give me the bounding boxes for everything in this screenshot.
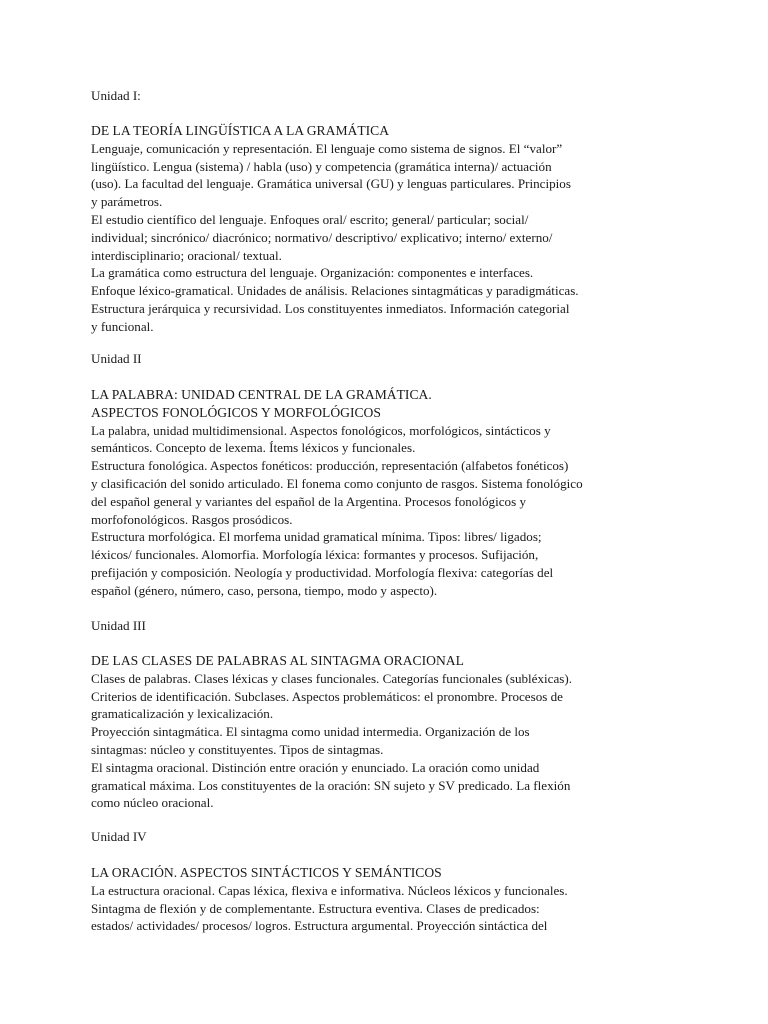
unit-4-body	[91, 864, 631, 935]
unit-title: DE LA TEORÍA LINGÜÍSTICA A LA GRAMÁTICA	[91, 123, 390, 138]
body-line: y funcional.	[91, 318, 154, 334]
body-line: La estructura oracional. Capas léxica, flexiva e informativa. Núcleos léxicos y funcionales.	[91, 882, 568, 898]
unit-1-body	[91, 122, 631, 336]
body-line: La gramática como estructura del lenguaje. Organización: componentes e interfaces.	[91, 265, 534, 281]
unit-title: LA ORACIÓN. ASPECTOS SINTÁCTICOS Y SEMÁNTICOS	[91, 865, 442, 880]
body-line: Enfoque léxico-gramatical. Unidades de análisis. Relaciones sintagmáticas y paradigmáticas.	[91, 283, 579, 299]
unit-label: Unidad I:	[91, 88, 141, 103]
body-line: y parámetros.	[91, 194, 163, 210]
unit-label: Unidad IV	[91, 829, 147, 844]
body-line: léxicos/ funcionales. Alomorfia. Morfología léxica: formantes y procesos. Sufijación,	[91, 547, 539, 563]
unit-1	[91, 87, 631, 105]
unit-subtitle: ASPECTOS FONOLÓGICOS Y MORFOLÓGICOS	[91, 404, 381, 420]
body-line: Proyección sintagmática. El sintagma como unidad intermedia. Organización de los	[91, 724, 530, 740]
body-line: y clasificación del sonido articulado. El fonema como conjunto de rasgos. Sistema fonológico	[91, 475, 583, 491]
unit-3-body	[91, 652, 631, 812]
body-line: Criterios de identificación. Subclases. Aspectos problemáticos: el pronombre. Procesos de	[91, 688, 563, 704]
body-line: como núcleo oracional.	[91, 795, 214, 811]
body-line: del español general y variantes del español de la Argentina. Procesos fonológicos y	[91, 493, 527, 509]
unit-2	[91, 350, 631, 368]
body-line: La palabra, unidad multidimensional. Aspectos fonológicos, morfológicos, sintácticos y	[91, 422, 551, 438]
body-line: prefijación y composición. Neología y productividad. Morfología flexiva: categorías del	[91, 564, 554, 580]
body-line: individual; sincrónico/ diacrónico; normativo/ descriptivo/ explicativo; interno/ externo/	[91, 229, 553, 245]
body-line: estados/ actividades/ procesos/ logros. Estructura argumental. Proyección sintáctica del	[91, 918, 548, 934]
unit-label: Unidad III	[91, 618, 146, 633]
unit-title: LA PALABRA: UNIDAD CENTRAL DE LA GRAMÁTICA.	[91, 387, 432, 402]
body-line: Estructura morfológica. El morfema unidad gramatical mínima. Tipos: libres/ ligados;	[91, 529, 542, 545]
body-line: morfofonológicos. Rasgos prosódicos.	[91, 511, 293, 527]
body-line: español (género, número, caso, persona, tiempo, modo y aspecto).	[91, 582, 438, 598]
body-line: lingüístico. Lengua (sistema) / habla (uso) y competencia (gramática interna)/ actuación	[91, 158, 552, 174]
body-line: semánticos. Concepto de lexema. Ítems léxicos y funcionales.	[91, 440, 416, 456]
unit-title: DE LAS CLASES DE PALABRAS AL SINTAGMA ORACIONAL	[91, 653, 464, 668]
body-line: Estructura fonológica. Aspectos fonéticos: producción, representación (alfabetos fonéticos)	[91, 458, 569, 474]
body-line: El sintagma oracional. Distinción entre oración y enunciado. La oración como unidad	[91, 759, 540, 775]
body-line: Sintagma de flexión y de complementante. Estructura eventiva. Clases de predicados:	[91, 900, 540, 916]
body-line: gramatical máxima. Los constituyentes de la oración: SN sujeto y SV predicado. La flexión	[91, 777, 571, 793]
unit-2-body	[91, 386, 631, 600]
unit-label: Unidad II	[91, 351, 142, 366]
body-line: (uso). La facultad del lenguaje. Gramática universal (GU) y lenguas particulares. Principios	[91, 176, 571, 192]
body-line: gramaticalización y lexicalización.	[91, 706, 274, 722]
body-line: interdisciplinario; oracional/ textual.	[91, 247, 282, 263]
body-line: Estructura jerárquica y recursividad. Los constituyentes inmediatos. Información categorial	[91, 300, 570, 316]
body-line: El estudio científico del lenguaje. Enfoques oral/ escrito; general/ particular; social/	[91, 211, 529, 227]
body-line: Lenguaje, comunicación y representación. El lenguaje como sistema de signos. El “valor”	[91, 140, 563, 156]
body-line: Clases de palabras. Clases léxicas y clases funcionales. Categorías funcionales (subléxicas).	[91, 670, 573, 686]
body-line: sintagmas: núcleo y constituyentes. Tipos de sintagmas.	[91, 741, 384, 757]
unit-3	[91, 617, 631, 635]
unit-4	[91, 828, 631, 846]
